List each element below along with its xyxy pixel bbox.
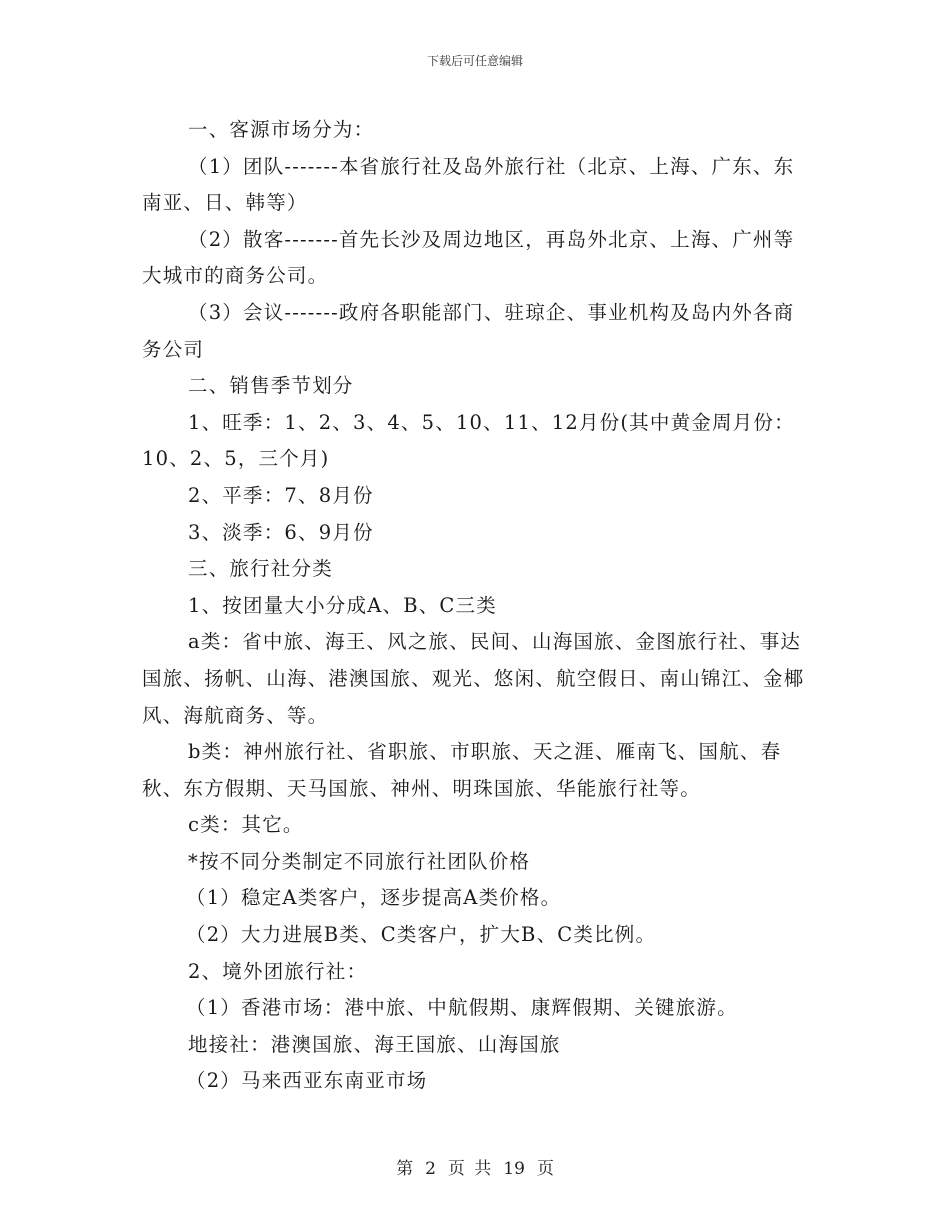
paragraph-malaysia-market: （2）马来西亚东南亚市场 [186,1069,428,1093]
paragraph-individual-guests: （2）散客-------首先长沙及周边地区，再岛外北京、上海、广州等大城市的商务公司。 [142,227,795,288]
footer-mid: 页 共 [447,1159,492,1179]
document-body [142,112,814,1100]
paragraph-ground-agencies: 地接社：港澳国旅、海王国旅、山海国旅 [188,1032,561,1056]
current-page-number: 2 [425,1159,436,1179]
paragraph-develop-bc: （2）大力进展B类、C类客户，扩大B、C类比例。 [186,923,657,947]
paragraph-class-c: c类：其它。 [188,813,304,837]
footer-suffix: 页 [536,1159,554,1179]
paragraph-stabilize-a: （1）稳定A类客户，逐步提高A类价格。 [186,886,562,910]
total-pages-number: 19 [503,1159,525,1179]
section-heading-seasons: 二、销售季节划分 [188,374,354,398]
page-footer [0,1154,950,1179]
paragraph-pricing-note: *按不同分类制定不同旅行社团队价格 [188,849,531,873]
paragraph-class-b: b类：神州旅行社、省职旅、市职旅、天之涯、雁南飞、国航、春秋、东方假期、天马国旅、神州、明珠国旅、华能旅行社等。 [142,740,782,800]
paragraph-peak-season: 1、旺季：1、2、3、4、5、10、11、12月份(其中黄金周月份：10、2、5，三个月) [142,410,795,471]
paragraph-class-a: a类：省中旅、海王、风之旅、民间、山海国旅、金图旅行社、事达国旅、扬帆、山海、港澳国旅、观光、悠闲、航空假日、南山锦江、金椰风、海航商务、等。 [142,630,805,727]
paragraph-low-season: 3、淡季：6、9月份 [188,520,374,544]
section-heading-agencies: 三、旅行社分类 [188,557,333,581]
paragraph-hongkong-market: （1）香港市场：港中旅、中航假期、康辉假期、关键旅游。 [186,996,738,1020]
footer-prefix: 第 [396,1159,414,1179]
paragraph-overseas-agencies: 2、境外团旅行社： [188,959,368,983]
paragraph-group-tours: （1）团队-------本省旅行社及岛外旅行社（北京、上海、广东、东南亚、日、韩等） [142,154,795,215]
paragraph-conferences: （3）会议-------政府各职能部门、驻琼企、事业机构及岛内外各商务公司 [142,300,795,361]
section-heading-market: 一、客源市场分为： [188,118,375,141]
paragraph-normal-season: 2、平季：7、8月份 [188,483,374,507]
page-header: 下载后可任意编辑 [426,54,523,68]
paragraph-abc-classes: 1、按团量大小分成A、B、C三类 [188,593,497,617]
